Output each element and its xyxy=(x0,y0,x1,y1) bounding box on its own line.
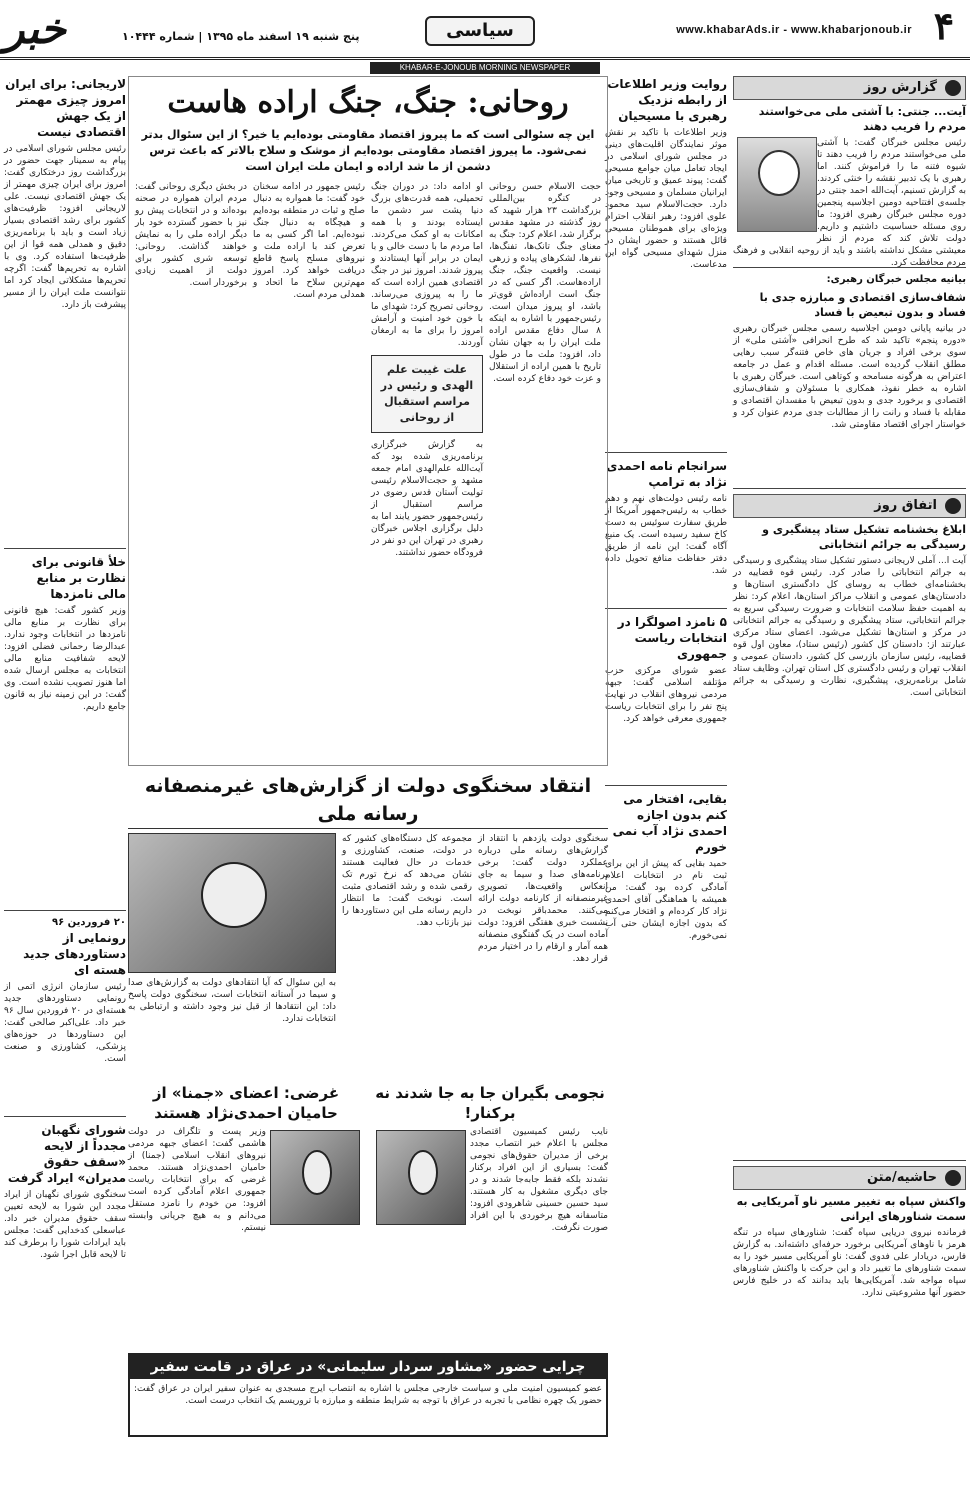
nuclear-kicker: ۲۰ فروردین ۹۶ xyxy=(51,917,126,928)
divider xyxy=(733,1160,966,1161)
jannati-portrait xyxy=(737,137,817,232)
spokesman-headline: انتقاد سخنگوی دولت از گزارش‌های غیرمنصفانه رسانه ملی xyxy=(128,772,608,829)
lower-stories xyxy=(128,1080,608,1350)
main-col-3: رئیس جمهور در ادامه سخنان خود گفت: ما همواره به دنبال صلح و ثبات در منطقه بوده‌ایم و هیچگاه به دنبال جنگ نبوده‌ایم. اما اگر کسی به ما تعرض کند با اراده ملت و نیروهای مسلح پاسخ قاطع دریافت خواهد کرد. امروز مهم‌ترین سلاح ما اتحاد و همدلی مردم است. xyxy=(253,182,365,300)
newspaper-logo: خبر xyxy=(4,4,66,53)
story-candidates-title: ۵ نامزد اصولگرا در انتخابات ریاست جمهوری xyxy=(617,615,727,661)
story-minister-title: روایت وزیر اطلاعات از رابطه نزدیک رهبری با مسیحیان xyxy=(607,77,727,123)
astronomical-body: نایب رئیس کمیسیون اقتصادی مجلس با اعلام خبر انتصاب مجدد برخی از مدیران حقوق‌های نجومی گفت: بسیاری از این افراد برکنار نشدند بلکه فقط جابه‌جا شدند و در جای دیگری مشغول به کار هستند. سید حسین حسینی شاهرودی افزود: متاسفانه هیچ برخوردی با این افراد صورت نگرفت. xyxy=(470,1127,608,1233)
spokesman-col-1: سخنگوی دولت یازدهم با انتقاد از گزارش‌های رسانه ملی درباره عملکرد دولت گفت: برخی برنامه‌های صدا و سیما به جای انعکاس واقعیت‌ها، تصویری غیرمنصفانه از کارنامه دولت ارائه می‌کنند. محمدباقر نوبخت در نشست خبری هفتگی افزود: دولت آماده است در یک گفتگوی منصفانه همه آمار و ارقام را در اختیار مردم قرار دهد. xyxy=(478,834,608,964)
report-body: رئیس مجلس خبرگان گفت: با آشتی ملی می‌خواستند مردم را فریب دهند تا شیوه فتنه ما را فراموش کنند. اما رهبری با یک تدبیر نقشه را خنثی کردند. به گزارش تسنیم، آیت‌الله احمد جنتی در جلسه‌ی افتتاحیه دومین اجلاسیه پنجمین دوره مجلس خبرگان رهبری افزود: ما روی مسئله حساسیت داشتیم و داریم. دولت تلاش کند که مردم از نظر معیشتی مشکل نداشته باشند و باید از روحیه انقلابی و فرهنگ مردم محافظت کرد. xyxy=(733,138,966,268)
english-subbar: KHABAR-E-JONOUB MORNING NEWSPAPER xyxy=(370,62,600,74)
report-icon xyxy=(945,80,961,96)
ambassador-banner xyxy=(128,1353,608,1437)
report-head: گزارش روز xyxy=(733,76,966,100)
section-label: سیاسی xyxy=(425,16,535,46)
story-letter-title: سرانجام نامه احمدی نژاد به ترامپ xyxy=(606,459,727,489)
main-columns xyxy=(135,181,601,761)
main-headline: روحانی: جنگ، جنگ اراده هاست xyxy=(167,85,569,120)
astronomical-title: نجومی بگیران جا به جا شدند نه برکنار! xyxy=(375,1084,605,1122)
left-column xyxy=(4,76,126,1436)
divider xyxy=(605,452,727,453)
gharazi-story xyxy=(128,1080,364,1345)
story-letter-body: نامه رئیس دولت‌های نهم و دهم خطاب به رئیس‌جمهور آمریکا از طریق سفارت سوئیس به دست کاخ سفید رسیده است. یک منبع آگاه گفت: این نامه از طریق دفتر حفاظت منافع تحویل داده شد. xyxy=(605,494,727,576)
today-head: اتفاق روز xyxy=(733,494,966,518)
gharazi-title: غرضی: اعضای «جمنا» از حامیان احمدی‌نژاد هستند xyxy=(152,1084,340,1122)
inset-box: علت غیبت علم الهدی و رئیس در مراسم استقبال از روحانی xyxy=(371,355,483,433)
today-title: ابلاغ بخشنامه تشکیل ستاد پیشگیری و رسیدگی به جرائم انتخاباتی xyxy=(762,523,966,551)
gharazi-body: وزیر پست و تلگراف در دولت هاشمی گفت: اعضای جبهه مردمی نیروهای انقلاب اسلامی (جمنا) از حامیان احمدی‌نژاد هستند. محمد غرضی که برای انتخابات ریاست جمهوری اعلام آمادگی کرده است افزود: من خودم را نامزد مستقل می‌دانم و به هیچ جریانی وابسته نیستم. xyxy=(128,1127,266,1233)
main-col-2: او ادامه داد: در دوران جنگ تحمیلی، همه قدرت‌های بزرگ دنیا پشت سر دشمن ما ایستاده بودند و با همه امکانات به او کمک می‌کردند. اما مردم ما با دست خالی و با ایمان در برابر آنها ایستادند و پیروز شدند. امروز نیز در جنگ اقتصادی همین اراده است که ما را به پیروزی می‌رساند. روحانی تصریح کرد: شهدای ما با خون خود امنیت و آرامش امروز را برای ما به ارمغان آوردند. علت غیبت علم الهدی و رئیس در مراسم استقبال از روحانی به گزارش خبرگزاری برنامه‌ریزی شده بود که آیت‌الله علم‌الهدی امام جمعه مشهد و حجت‌الاسلام رئیسی تولیت آستان قدس رضوی در مراسم استقبال از رئیس‌جمهور حضور یابند اما به دلیل برگزاری اجلاس خبرگان رهبری در تهران این دو نفر در فرودگاه حضور نداشتند. xyxy=(371,182,483,558)
story-candidates-body: عضو شورای مرکزی حزب مؤتلفه اسلامی گفت: جبهه مردمی نیروهای انقلاب در نهایت پنج نفر را برای انتخابات ریاست جمهوری معرفی خواهد کرد. xyxy=(605,666,727,724)
finance-title: خلأ قانونی برای نظارت بر منابع مالی نامزدها xyxy=(31,555,126,601)
ambassador-body: عضو کمیسیون امنیت ملی و سیاست خارجی مجلس با اشاره به انتصاب ایرج مسجدی به عنوان سفیر ایران در عراق گفت: حضور یک چهره نظامی با تجربه در عراق با توجه به شرایط منطقه و مبارزه با تروریسم یک انتخاب درست است. xyxy=(134,1384,602,1406)
astronomical-story xyxy=(372,1080,608,1345)
story-baghaei-body: حمید بقایی که پیش از این برای ثبت نام در انتخابات اعلام آمادگی کرده بود گفت: من همیشه با هماهنگی آقای احمدی نژاد کار کرده‌ام و افتخار می‌کنم که بدون اجازه ایشان حتی آب نمی‌خورم. xyxy=(605,859,727,941)
experts-title: شفاف‌سازی اقتصادی و مبارزه جدی با فساد و بدون تبعیض با فساد xyxy=(759,291,966,319)
nuclear-body: رئیس سازمان انرژی اتمی از رونمایی دستاوردهای جدید هسته‌ای در ۲۰ فروردین سال ۹۶ خبر داد. علی‌اکبر صالحی گفت: این دستاوردها در حوزه‌های پزشکی، کشاورزی و صنعت است. xyxy=(4,982,126,1064)
right-column xyxy=(733,76,966,1436)
today-icon xyxy=(945,498,961,514)
divider xyxy=(605,785,727,786)
divider xyxy=(605,608,727,609)
second-right-column xyxy=(605,76,727,776)
issue-date: پنج شنبه ۱۹ اسفند ماه ۱۳۹۵ | شماره ۱۰۴۴۴ xyxy=(122,30,360,43)
guardian-title: شورای نگهبان مجدداً از لایحه «سقف حقوق مدیران» ایراد گرفت xyxy=(7,1123,126,1185)
margin-title: واکنش سپاه به تغییر مسیر ناو آمریکایی به سمت شناورهای ایرانی xyxy=(736,1195,966,1223)
report-title: آیت... جنتی: با آشتی ملی می‌خواستند مردم را فریب دهند xyxy=(758,105,966,133)
main-col-1: حجت الاسلام حسن روحانی در کنگره بین‌المللی بزرگداشت ۲۳ هزار شهید که روز گذشته در مشهد مقدس برگزار شد، اعلام کرد: جنگ به معنای جنگ تانک‌ها، تفنگ‌ها، نفرها، لشکرهای پیاده و زرهی نیست. واقعیت جنگ، جنگ اراده‌هاست. اگر کسی که در جنگ است اراده‌اش قوی‌تر باشد، او پیروز میدان است. رئیس‌جمهور با اشاره به اینکه ۸ سال دفاع مقدس اراده ملت ایران را به جهان نشان داد، افزود: ملت ما در طول تاریخ با همین اراده از استقلال و عزت خود دفاع کرده است. xyxy=(489,182,601,384)
spokesman-body-row xyxy=(128,833,608,1098)
story-minister-body: وزیر اطلاعات با تاکید بر نقش موثر نمایندگان اقلیت‌های دینی در مجلس شورای اسلامی در ایجاد تعامل میان جوامع مسیحی گفت: پیوند عمیق و تاریخی میان ایرانیان مسلمان و مسیحی وجود دارد. حجت‌الاسلام سید محمود علوی افزود: رهبر انقلاب احترام ویژه‌ای برای هموطنان مسیحی قائل هستند و حضور ایشان در منزل شهدای مسیحی گواه این مدعاست. xyxy=(605,128,727,270)
margin-icon xyxy=(945,1170,961,1186)
experts-body: در بیانیه پایانی دومین اجلاسیه رسمی مجلس خبرگان رهبری «دوره پنجم» تاکید شد که طرح انحرافی «آشتی ملی» از سوی برخی افراد و جریان های خاص فتنه‌گر سبب رهایی مطلق انقلاب گردیده است. مسئله اقدام و عمل در جامعه اعتراض به هرگونه مسامحه و کوتاهی است. خبرگان رهبری با اشاره به خطر نفوذ، همکاری با مسئولان و شفاف‌سازی اقتصادی و برخورد جدی و بدون تبعیض با مفسدان اقتصادی و مقابله با فساد و رانت را از مطالبات جدی مردم عنوان کرد و خواستار اجرای اقتصاد مقاومتی شد. xyxy=(733,324,966,430)
main-story xyxy=(128,76,608,766)
spokesman-photo-col xyxy=(128,833,336,1098)
margin-head: حاشیه/متن xyxy=(733,1166,966,1190)
main-lead: این چه سئوالی است که ما پیروز اقتصاد مقاومتی بوده‌ایم یا خیر؟ از این سئوال بدتر نمی‌شود. ما پیروز اقتصاد مقاومتی بوده‌ایم از موشک و سلاح بالاتر که باعث ترس دشمن از ما شد اراده و ایمان ملت ایران است xyxy=(141,128,595,173)
spokesman-story xyxy=(128,772,608,1072)
hosseini-photo xyxy=(376,1130,466,1225)
larijani-title: لاریجانی: برای ایران امروز چیزی مهمتر از یک جهش اقتصادی نیست xyxy=(5,77,126,139)
spokesman-col-2: مجموعه کل دستگاه‌های کشور که در دولت، صنعت، کشاورزی و خدمات در حال فعالیت هستند نشان می‌دهد که نرخ تورم تک رقمی شده و رشد اقتصادی مثبت است. نوبخت گفت: ما انتظار داریم رسانه ملی این دستاوردها را نیز بازتاب دهد. xyxy=(342,834,472,928)
story-baghaei-title: بقایی، افتخار می کنم بدون اجازه احمدی نژاد آب نمی خورم xyxy=(612,792,727,854)
kicker-experts: بیانیه مجلس خبرگان رهبری: xyxy=(826,274,966,285)
divider xyxy=(4,910,126,911)
larijani-body: رئیس مجلس شورای اسلامی در پیام به سمینار جهت حضور در بزرگداشت روز درختکاری گفت: امروز برای ایران چیزی مهمتر از یک جهش اقتصادی نیست. علی لاریجانی افزود: ظرفیت‌های کشور برای رشد اقتصادی بسیار زیاد است و باید با برنامه‌ریزی دقیق و همدلی همه قوا از این ظرفیت‌ها استفاده کرد. وی با اشاره به تحریم‌ها گفت: اگرچه تحریم‌ها مشکلاتی ایجاد کرد اما نتوانست ملت ایران را از مسیر پیشرفت باز دارد. xyxy=(4,144,126,310)
site-url[interactable]: www.khabarAds.ir - www.khabarjonoub.ir xyxy=(676,24,912,36)
nuclear-title: رونمایی از دستاوردهای جدید هسته ای xyxy=(23,931,126,977)
masthead xyxy=(0,0,970,60)
margin-body: فرمانده نیروی دریایی سپاه گفت: شناورهای سپاه در تنگه هرمز با ناوهای آمریکایی برخورد حرفه‌ای داشته‌اند. به گزارش فارس، دریادار علی فدوی گفت: ناو آمریکایی مسیر خود را به سمت شناورهای ما تغییر داد و این حرکت با واکنش شناورهای سپاه مواجه شد. آمریکایی‌ها باید بدانند که در خلیج فارس حضور آنها مشروعیتی ندارد. xyxy=(733,1228,966,1298)
gharazi-photo xyxy=(270,1130,360,1225)
divider xyxy=(4,548,126,549)
finance-body: وزیر کشور گفت: هیچ قانونی برای نظارت بر منابع مالی نامزدها در انتخابات وجود ندارد. عبدالرضا رحمانی فضلی افزود: لایحه شفافیت منابع مالی انتخابات به مجلس ارسال شده اما هنوز تصویب نشده است. وی گفت: در این زمینه نیاز به قانون جامع داریم. xyxy=(4,606,126,712)
divider xyxy=(733,488,966,489)
main-col-4: در بخش دیگری روحانی گفت: مردم ایران همواره در صحنه بوده‌اند و در انتخابات پیش رو نیز با حضور گسترده خود بار دیگر اراده ملی را به نمایش خواهند گذاشت. روحانی: توسعه شری کشور برای دولت از اهمیت زیادی برخوردار است. xyxy=(135,182,247,288)
spokesman-col-3: به این سئوال که آیا انتقادهای دولت به گزارش‌های صدا و سیما در آستانه انتخابات است، سخنگوی دولت پاسخ داد: این انتقادها از قبل نیز وجود داشته و ارتباطی به انتخابات ندارد. xyxy=(128,978,336,1024)
ambassador-headline: چرایی حضور «مشاور سردار سلیمانی» در عراق در قامت سفیر xyxy=(130,1355,606,1379)
spokesman-photo xyxy=(128,833,336,973)
second-right-lower xyxy=(605,780,727,1070)
guardian-body: سخنگوی شورای نگهبان از ایراد مجدد این شورا به لایحه تعیین سقف حقوق مدیران خبر داد. عباسعلی کدخدایی گفت: مجلس باید ایرادات شورا را برطرف کند تا لایحه قابل اجرا شود. xyxy=(4,1190,126,1260)
page-number: ۴ xyxy=(933,3,955,48)
divider xyxy=(4,1116,126,1117)
today-body: آیت ا... آملی لاریجانی دستور تشکیل ستاد پیشگیری و رسیدگی به جرائم انتخاباتی را صادر کرد. رئیس قوه قضاییه در بخشنامه‌ای خطاب به روسای کل دادگستری استان‌ها و دادستان‌های عمومی و انقلاب مراکز استان‌ها، اعلام کرد: نظر به اهمیت حفظ سلامت انتخابات و ضرورت رسیدگی سریع به جرائم انتخاباتی، ستاد پیشگیری و رسیدگی به جرائم انتخاباتی در مرکز و استان‌ها تشکیل می‌شود. اعضای ستاد مرکزی عبارتند از: دادستان کل کشور (رئیس ستاد)، معاون اول قوه قضاییه، رئیس سازمان بازرسی کل کشور، دادستان عمومی و انقلاب تهران و رئیس دادگستری کل استان تهران. وظایف ستاد شامل برنامه‌ریزی، پیشگیری، نظارت و رسیدگی به جرائم انتخاباتی است. xyxy=(733,556,966,698)
